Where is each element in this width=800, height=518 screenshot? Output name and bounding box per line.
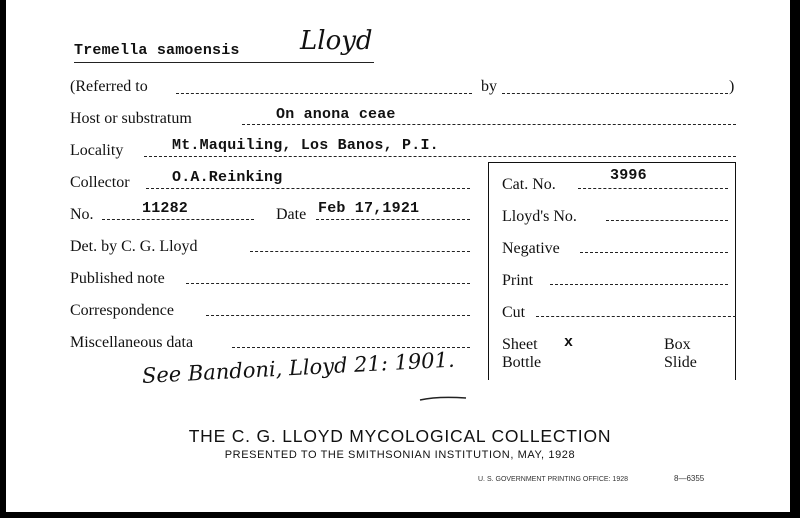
handwritten-underline — [418, 394, 468, 404]
locality-label: Locality — [70, 142, 124, 159]
collector-value: O.A.Reinking — [172, 169, 283, 186]
referred-to-line — [176, 93, 472, 94]
negative-label: Negative — [502, 240, 560, 257]
form-number: 8—6355 — [674, 474, 705, 483]
slide-label: Slide — [664, 354, 697, 371]
date-value: Feb 17,1921 — [318, 200, 420, 217]
det-by-line — [250, 251, 470, 252]
bottle-label: Bottle — [502, 354, 542, 371]
print-line — [550, 284, 728, 285]
collection-title: THE C. G. LLOYD MYCOLOGICAL COLLECTION — [188, 426, 612, 446]
host-value: On anona ceae — [276, 106, 396, 123]
lloyds-no-line — [606, 220, 728, 221]
scan-edge-bottom — [0, 512, 800, 518]
close-paren: ) — [729, 78, 735, 95]
referred-to-label: (Referred to — [70, 78, 148, 95]
print-label: Print — [502, 272, 534, 289]
no-value: 11282 — [142, 200, 189, 217]
species-underline — [74, 62, 374, 63]
locality-line — [144, 156, 736, 157]
cut-line — [536, 316, 736, 317]
no-label: No. — [70, 206, 94, 223]
species-name: Tremella samoensis — [74, 42, 240, 59]
by-line — [502, 93, 728, 94]
host-label: Host or substratum — [70, 110, 192, 127]
box-label: Box — [664, 336, 691, 353]
sheet-mark: x — [564, 334, 574, 351]
sheet-label: Sheet — [502, 336, 538, 353]
cat-no-label: Cat. No. — [502, 176, 556, 193]
scan-edge-right — [790, 0, 800, 518]
lloyds-no-label: Lloyd's No. — [502, 208, 577, 225]
species-author-handwritten: Lloyd — [300, 26, 373, 56]
published-note-label: Published note — [70, 270, 165, 287]
negative-line — [580, 252, 728, 253]
scan-edge-left — [0, 0, 6, 518]
correspondence-line — [206, 315, 470, 316]
date-line — [316, 219, 470, 220]
det-by-label: Det. by C. G. Lloyd — [70, 238, 198, 255]
published-note-line — [186, 283, 470, 284]
handwritten-note: See Bandoni, Lloyd 21: 1901. — [141, 347, 456, 388]
collection-subtitle: PRESENTED TO THE SMITHSONIAN INSTITUTION, MAY, 1928 — [224, 449, 576, 461]
cat-no-line — [578, 188, 728, 189]
collector-line — [146, 188, 470, 189]
cat-no-value: 3996 — [610, 167, 647, 184]
cut-label: Cut — [502, 304, 526, 321]
correspondence-label: Correspondence — [70, 302, 174, 319]
misc-data-label: Miscellaneous data — [70, 334, 194, 351]
no-line — [102, 219, 254, 220]
date-label: Date — [276, 206, 307, 223]
by-label: by — [481, 78, 497, 95]
host-line — [242, 124, 736, 125]
collector-label: Collector — [70, 174, 130, 191]
locality-value: Mt.Maquiling, Los Banos, P.I. — [172, 137, 439, 154]
printing-office-note: U. S. GOVERNMENT PRINTING OFFICE: 1928 — [478, 476, 629, 483]
